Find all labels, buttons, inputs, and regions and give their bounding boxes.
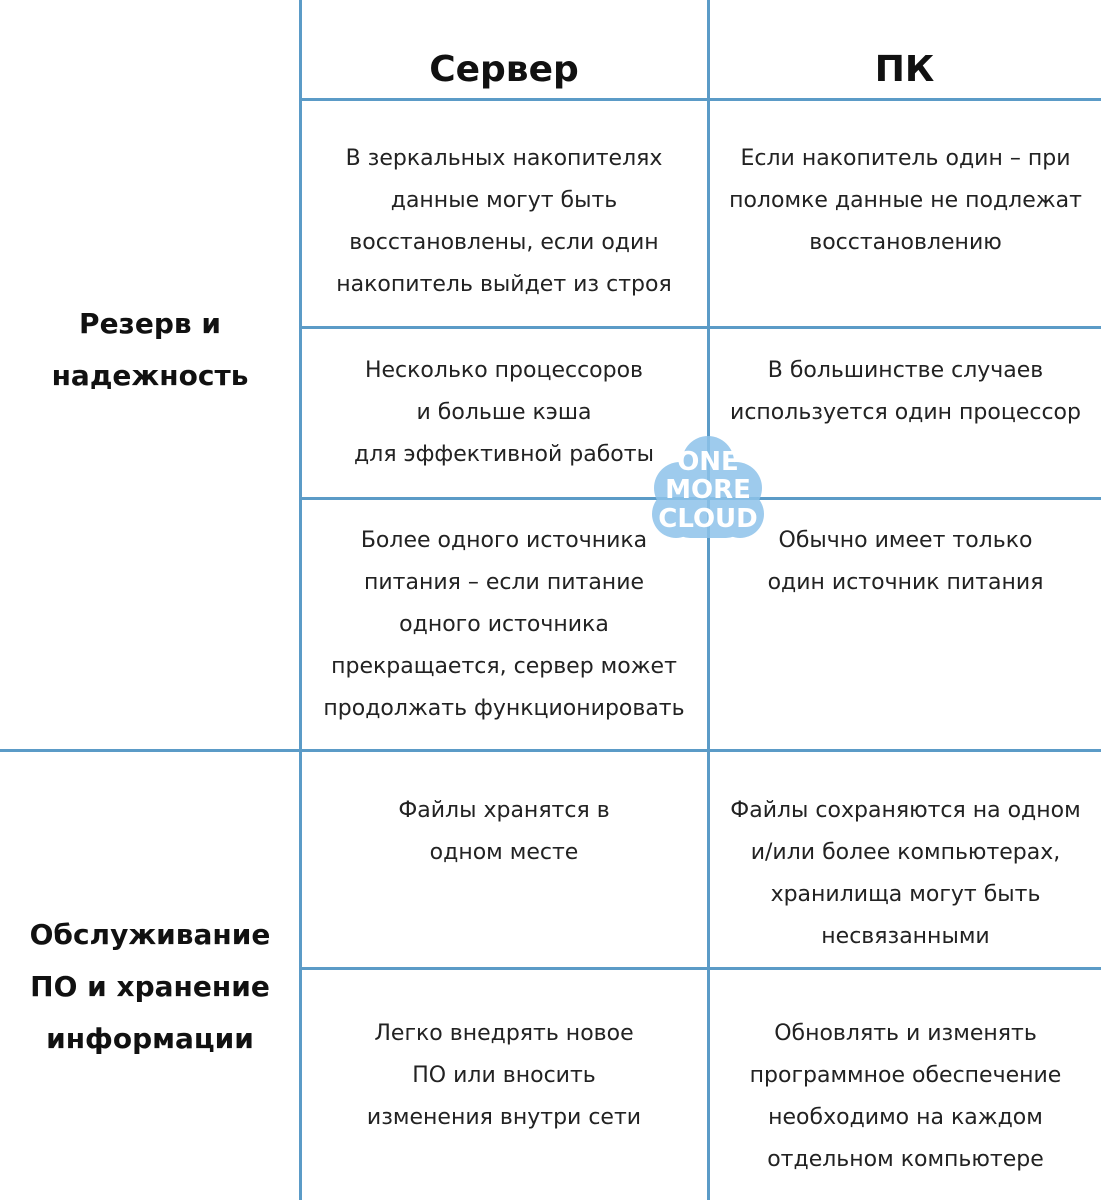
table-cell-pc (710, 1013, 1101, 1181)
cell-line: В зеркальных накопителях (345, 146, 663, 171)
cell-line: программное обеспечение (749, 1063, 1062, 1088)
cell-line: питания – если питание (363, 570, 645, 595)
cell-line: хранилища могут быть (770, 882, 1041, 907)
grid-header-divider (299, 98, 1101, 101)
cell-line: Легко внедрять новое (374, 1021, 634, 1046)
logo-text-line: CLOUD (658, 504, 758, 534)
cell-line: Обновлять и изменять (774, 1021, 1037, 1046)
grid-row-divider (299, 967, 1101, 970)
group-label-line: Резерв и (79, 307, 221, 340)
logo-text-line: MORE (665, 475, 751, 505)
cell-line: Более одного источника (360, 528, 648, 553)
cell-line: ПО или вносить (412, 1063, 596, 1088)
cell-line: необходимо на каждом (768, 1105, 1043, 1130)
group-label-reliability (0, 298, 300, 402)
cell-line: отдельном компьютере (767, 1147, 1044, 1172)
group-label-maintenance (0, 909, 300, 1065)
grid-row-divider (299, 326, 1101, 329)
group-label-line: ПО и хранение (30, 970, 270, 1003)
grid-group-divider (0, 749, 1101, 752)
cell-line: прекращается, сервер может (331, 654, 677, 679)
cell-line: Несколько процессоров (364, 358, 644, 383)
table-cell-pc (710, 350, 1101, 434)
cell-line: используется один процессор (730, 400, 1081, 425)
cell-line: один источник питания (767, 570, 1044, 595)
group-label-line: надежность (51, 359, 249, 392)
cell-line: накопитель выйдет из строя (336, 272, 672, 297)
cell-line: В большинстве случаев (767, 358, 1044, 383)
table-cell-server (300, 790, 708, 874)
table-cell-pc (710, 138, 1101, 264)
one-more-cloud-logo (646, 432, 770, 544)
table-cell-pc (710, 790, 1101, 958)
cell-line: одном месте (429, 840, 579, 865)
cell-line: Файлы хранятся в (398, 798, 610, 823)
cell-line: поломке данные не подлежат (729, 188, 1082, 213)
cell-line: восстановлены, если один (349, 230, 659, 255)
group-label-line: информации (46, 1022, 254, 1055)
cell-line: Если накопитель один – при (740, 146, 1071, 171)
cell-line: данные могут быть (390, 188, 618, 213)
table-cell-server (300, 138, 708, 306)
table-cell-server (300, 1013, 708, 1139)
cell-line: и/или более компьютерах, (750, 840, 1061, 865)
column-header-server: Сервер (429, 49, 579, 90)
cell-line: Обычно имеет только (778, 528, 1033, 553)
cell-line: для эффективной работы (354, 442, 654, 467)
cell-line: несвязанными (821, 924, 990, 949)
cell-line: восстановлению (809, 230, 1002, 255)
logo-text-line: ONE (677, 447, 739, 477)
cell-line: и больше кэша (416, 400, 592, 425)
table-cell-server (300, 520, 708, 730)
cell-line: изменения внутри сети (366, 1105, 642, 1130)
group-label-line: Обслуживание (29, 918, 271, 951)
cell-line: Файлы сохраняются на одном (730, 798, 1081, 823)
cell-line: одного источника (399, 612, 609, 637)
column-header-pc: ПК (874, 49, 935, 90)
cell-line: продолжать функционировать (323, 696, 685, 721)
